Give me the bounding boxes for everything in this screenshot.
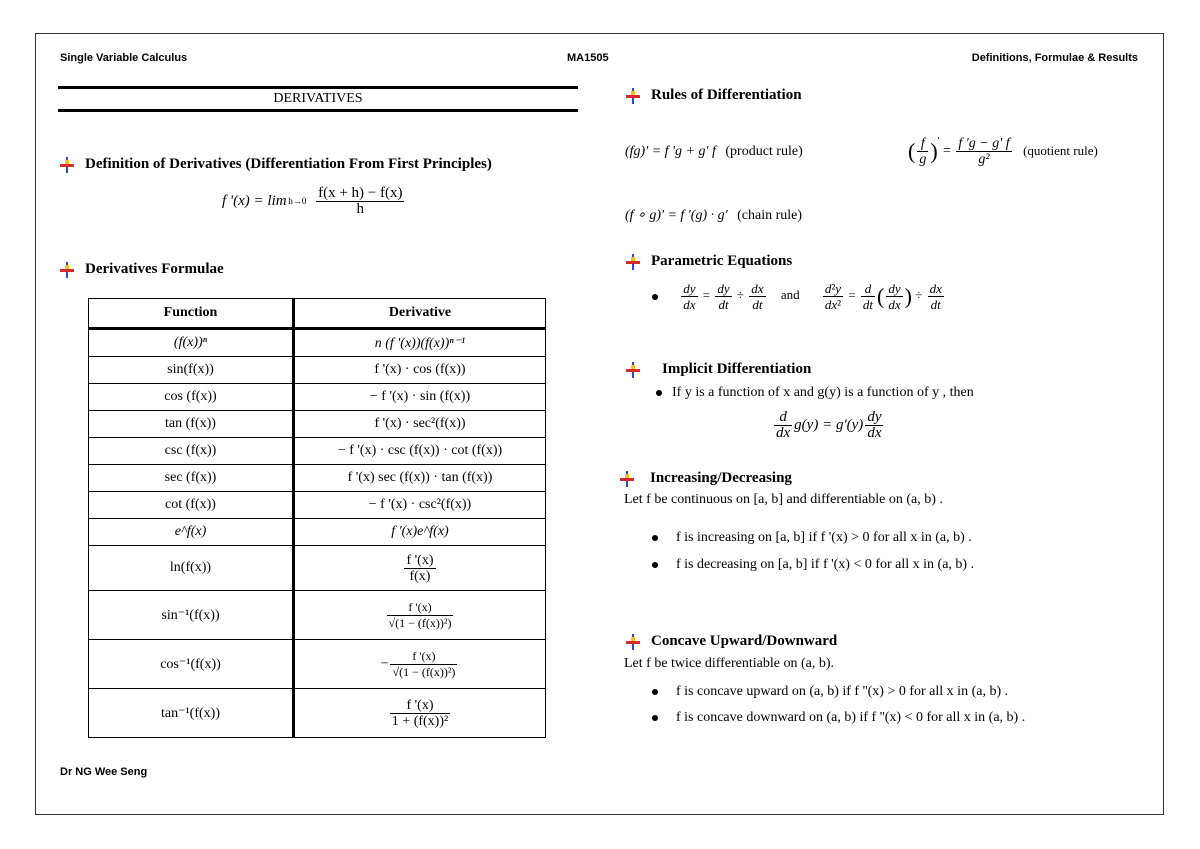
table-header-row xyxy=(89,299,546,329)
header-course-code: MA1505 xyxy=(567,52,609,64)
footer-author: Dr NG Wee Seng xyxy=(60,766,148,778)
product-rule xyxy=(625,144,803,160)
derivative-fraction xyxy=(404,553,435,584)
function-cell: tan (f(x)) xyxy=(165,416,216,431)
derivative-cell: f '(x) sec (f(x)) · tan (f(x)) xyxy=(347,470,493,485)
pin-bullet-icon xyxy=(60,262,74,278)
table-row xyxy=(89,689,546,738)
fraction-numerator: f '(x) xyxy=(390,698,450,714)
increasing-item-text: f is increasing on [a, b] if f '(x) > 0 for all x in (a, b) . xyxy=(676,530,972,545)
derivative-cell: n (f '(x))(f(x))ⁿ⁻¹ xyxy=(374,335,466,351)
bullet-dot xyxy=(656,390,662,396)
table-row xyxy=(89,411,546,438)
table-row xyxy=(89,384,546,411)
derivative-fraction xyxy=(387,600,454,631)
rules-heading-text: Rules of Differentiation xyxy=(651,87,802,103)
column-header-derivative: Derivative xyxy=(294,299,546,329)
parametric-and: and xyxy=(780,287,800,303)
implicit-heading-text: Implicit Differentiation xyxy=(662,361,812,377)
fraction-denominator: √(1 − (f(x))²) xyxy=(388,615,452,630)
bullet-dot xyxy=(652,689,658,695)
pin-bullet-icon xyxy=(60,157,74,173)
increasing-heading-text: Increasing/Decreasing xyxy=(650,470,792,486)
fraction-numerator: f '(x) xyxy=(390,649,457,665)
derivative-cell: f '(x) · sec²(f(x)) xyxy=(374,416,466,431)
function-cell: sin⁻¹(f(x)) xyxy=(161,607,220,623)
function-cell: ln(f(x)) xyxy=(169,560,212,575)
chain-rule-label: (chain rule) xyxy=(737,208,803,223)
concave-down-text: f is concave downward on (a, b) if f ''(x) < 0 for all x in (a, b) . xyxy=(676,710,1026,725)
derivative-fraction xyxy=(390,698,450,729)
derivatives-table xyxy=(88,298,546,738)
paren-open: ( xyxy=(908,138,916,164)
derivative-cell: − f '(x) · sin (f(x)) xyxy=(369,389,471,404)
pin-bullet-icon xyxy=(626,362,640,378)
implicit-formula: $\frac{d}{dx}$ g(y) = g'(y) $\frac{dy}{dx}$ xyxy=(776,409,882,441)
derivative-fraction xyxy=(390,649,457,680)
chain-rule xyxy=(625,207,802,224)
increasing-heading xyxy=(620,470,792,487)
concave-heading-text: Concave Upward/Downward xyxy=(651,633,838,649)
definition-heading-text: Definition of Derivatives (Differentiation From First Principles) xyxy=(85,156,492,172)
bullet-dot xyxy=(652,294,658,300)
formulae-heading xyxy=(60,261,224,278)
bullet-dot xyxy=(652,715,658,721)
quotient-rule-label: (quotient rule) xyxy=(1023,142,1098,158)
quotient-lhs-denominator: g xyxy=(919,152,927,167)
table-row xyxy=(89,329,546,357)
table-row xyxy=(89,591,546,640)
decreasing-item xyxy=(652,557,974,573)
function-cell: sec (f(x)) xyxy=(164,470,217,485)
parametric-heading xyxy=(626,253,792,270)
table-row xyxy=(89,640,546,689)
parametric-heading-text: Parametric Equations xyxy=(651,253,793,269)
fraction-numerator: f '(x) xyxy=(406,552,434,568)
concave-up-item xyxy=(652,684,1008,700)
parametric-formulas: $\frac{dy}{dx}$ = $\frac{dy}{dt}$ ÷ $\frac{dx}{dt}$ and $\frac{\text{d²y}}{\text{dx²}}$ = $\frac{d}{dt}$ ( $\frac{dy}{dx}$ ) ÷ $\frac{dx}{dt}$ xyxy=(652,281,946,312)
table-row xyxy=(89,357,546,384)
quotient-denominator: g² xyxy=(978,152,990,167)
rules-heading xyxy=(626,87,802,104)
function-cell: sin(f(x)) xyxy=(167,362,214,377)
equals-sign: = xyxy=(942,143,951,159)
formula-lhs: f '(x) = lim xyxy=(222,192,287,209)
function-cell: cos (f(x)) xyxy=(164,389,217,404)
concave-up-text: f is concave upward on (a, b) if f ''(x) > 0 for all x in (a, b) . xyxy=(676,684,1009,699)
header-document-title: Definitions, Formulae & Results xyxy=(971,52,1138,64)
fraction-denominator: √(1 − (f(x))²) xyxy=(392,664,456,679)
function-cell: csc (f(x)) xyxy=(164,443,217,458)
table-row xyxy=(89,519,546,546)
prime-mark: ' xyxy=(937,136,940,147)
derivative-cell: f '(x) · cos (f(x)) xyxy=(374,362,466,377)
definition-heading xyxy=(60,156,492,173)
fraction-denominator: f(x) xyxy=(409,568,431,584)
formula-denominator: h xyxy=(356,201,365,217)
table-row xyxy=(89,438,546,465)
formula-numerator: f(x + h) − f(x) xyxy=(318,185,403,201)
fraction-denominator: 1 + (f(x))² xyxy=(391,713,449,729)
pin-bullet-icon xyxy=(626,634,640,650)
table-row xyxy=(89,492,546,519)
concave-down-item xyxy=(652,710,1025,726)
bullet-dot xyxy=(652,535,658,541)
function-cell: cot (f(x)) xyxy=(165,497,216,512)
bullet-dot xyxy=(652,562,658,568)
derivative-cell: − f '(x) · csc (f(x)) · cot (f(x)) xyxy=(337,443,503,458)
quotient-rule xyxy=(908,136,1098,167)
header-course-title: Single Variable Calculus xyxy=(60,52,188,64)
first-principles-formula xyxy=(222,186,406,217)
derivative-cell: f '(x)e^f(x) xyxy=(391,524,449,539)
pin-bullet-icon xyxy=(626,88,640,104)
quotient-numerator: f 'g − g' f xyxy=(958,136,1010,151)
pin-bullet-icon xyxy=(620,471,634,487)
implicit-formula-body: g(y) = g'(y) xyxy=(794,416,864,433)
function-cell: e^f(x) xyxy=(174,524,207,539)
product-rule-label: (product rule) xyxy=(725,144,803,159)
derivative-cell: − f '(x) · csc²(f(x)) xyxy=(368,497,472,512)
function-cell: cos⁻¹(f(x)) xyxy=(160,656,221,672)
function-cell: tan⁻¹(f(x)) xyxy=(160,705,220,721)
increasing-item xyxy=(652,530,972,546)
decreasing-item-text: f is decreasing on [a, b] if f '(x) < 0 for all x in (a, b) . xyxy=(676,557,975,572)
column-header-function: Function xyxy=(89,299,294,329)
chain-rule-formula: (f ∘ g)' = f '(g) · g' xyxy=(625,208,728,223)
implicit-text xyxy=(656,385,974,401)
product-rule-formula: (fg)' = f 'g + g' f xyxy=(625,144,716,159)
concave-intro: Let f be twice differentiable on (a, b). xyxy=(624,656,835,671)
increasing-intro: Let f be continuous on [a, b] and differentiable on (a, b) . xyxy=(624,492,943,507)
paren-close: ) xyxy=(930,138,938,164)
section-title-derivatives: DERIVATIVES xyxy=(58,86,578,112)
concave-heading xyxy=(626,633,837,650)
formulae-heading-text: Derivatives Formulae xyxy=(85,261,224,277)
table-row xyxy=(89,465,546,492)
function-cell: (f(x))ⁿ xyxy=(173,335,208,350)
implicit-text-body: If y is a function of x and g(y) is a function of y , then xyxy=(672,385,974,400)
derivative-sign: − xyxy=(380,656,389,672)
limit-subscript: h→0 xyxy=(288,196,307,206)
implicit-heading xyxy=(626,361,811,378)
table-row xyxy=(89,546,546,591)
pin-bullet-icon xyxy=(626,254,640,270)
quotient-lhs-numerator: f xyxy=(920,136,925,151)
fraction-numerator: f '(x) xyxy=(387,600,454,616)
